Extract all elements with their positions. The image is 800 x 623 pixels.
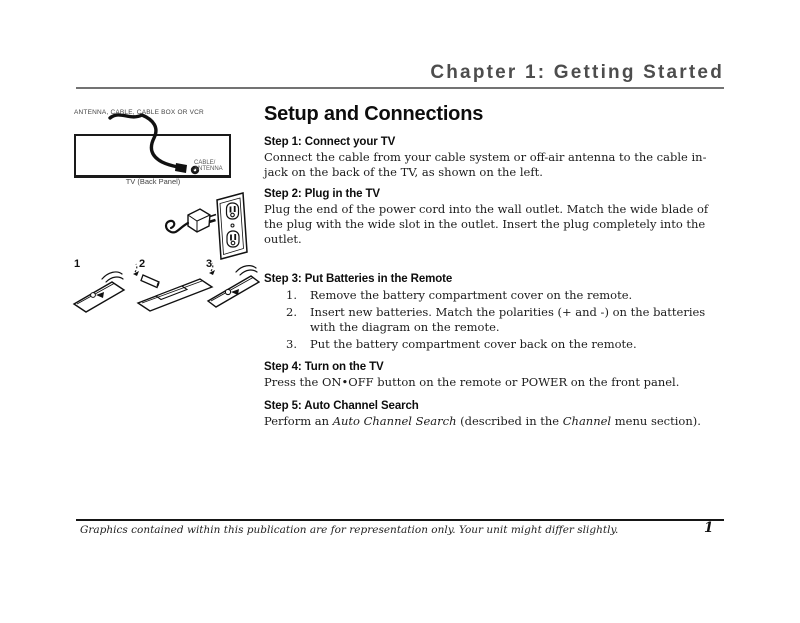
battery-step-3-figure [208, 263, 259, 307]
list-item [264, 288, 730, 303]
step-3-heading: Step 3: Put Batteries in the Remote [264, 273, 453, 285]
header-rule [76, 87, 724, 89]
step-1-heading: Step 1: Connect your TV [264, 136, 396, 148]
step-2-body: Plug the end of the power cord into the wall outlet. Match the wide blade of the plug with the wide slot in the outlet. Insert the plug completely into the outlet. [264, 202, 709, 246]
cable-antenna-jack-label: CABLE/ ANTENNA [194, 160, 223, 172]
list-item-number: 3. [286, 337, 297, 351]
step-2-section [264, 188, 730, 247]
figure-number-1: 1 [74, 258, 81, 270]
list-item [264, 337, 730, 352]
step-1-body: Connect the cable from your cable system or off-air antenna to the cable in-jack on the back of the TV, as shown on the left. [264, 150, 707, 179]
list-item-number: 2. [286, 305, 297, 319]
list-item-text: Put the battery compartment cover back on the remote. [310, 337, 637, 351]
footer-disclaimer: Graphics contained within this publication are for representation only. Your unit might differ slightly. [80, 524, 619, 536]
power-plug-icon [166, 209, 216, 232]
main-content [264, 103, 730, 429]
power-plug-outlet-diagram [166, 193, 247, 259]
step-5-heading: Step 5: Auto Channel Search [264, 400, 419, 412]
list-item [264, 305, 730, 335]
step-4-body: Press the ON•OFF button on the remote or POWER on the front panel. [264, 375, 680, 389]
list-item-text: Insert new batteries. Match the polarities (+ and -) on the batteries with the diagram on the remote. [310, 305, 706, 334]
step-1-section [264, 136, 730, 180]
step-5-body: Perform an Auto Channel Search (described in the Channel menu section). [264, 414, 701, 428]
list-item-number: 1. [286, 288, 297, 302]
battery-step-1-figure [74, 272, 124, 312]
tv-back-panel-caption: TV (Back Panel) [125, 177, 181, 186]
step-5-section [264, 400, 730, 429]
footer-rule [76, 519, 724, 521]
channel-menu-italic: Channel [562, 414, 612, 428]
figure-number-3: 3 [206, 258, 213, 270]
figure-number-2: 2 [139, 258, 146, 270]
step-2-heading: Step 2: Plug in the TV [264, 188, 381, 200]
battery-step-2-figure [133, 264, 212, 311]
page-title: Setup and Connections [264, 103, 484, 125]
page-number: 1 [704, 520, 714, 536]
step-3-section [264, 273, 730, 352]
power-cord [166, 221, 188, 233]
setup-illustrations [60, 105, 260, 335]
antenna-source-label: ANTENNA, CABLE, CABLE BOX OR VCR [74, 109, 204, 116]
chapter-title: Chapter 1: Getting Started [430, 62, 724, 83]
step-4-section [264, 361, 730, 390]
step-3-list [264, 288, 730, 352]
step-4-heading: Step 4: Turn on the TV [264, 361, 384, 373]
auto-channel-search-italic: Auto Channel Search [332, 414, 457, 428]
battery-icon [141, 275, 159, 288]
list-item-text: Remove the battery compartment cover on the remote. [310, 288, 633, 302]
